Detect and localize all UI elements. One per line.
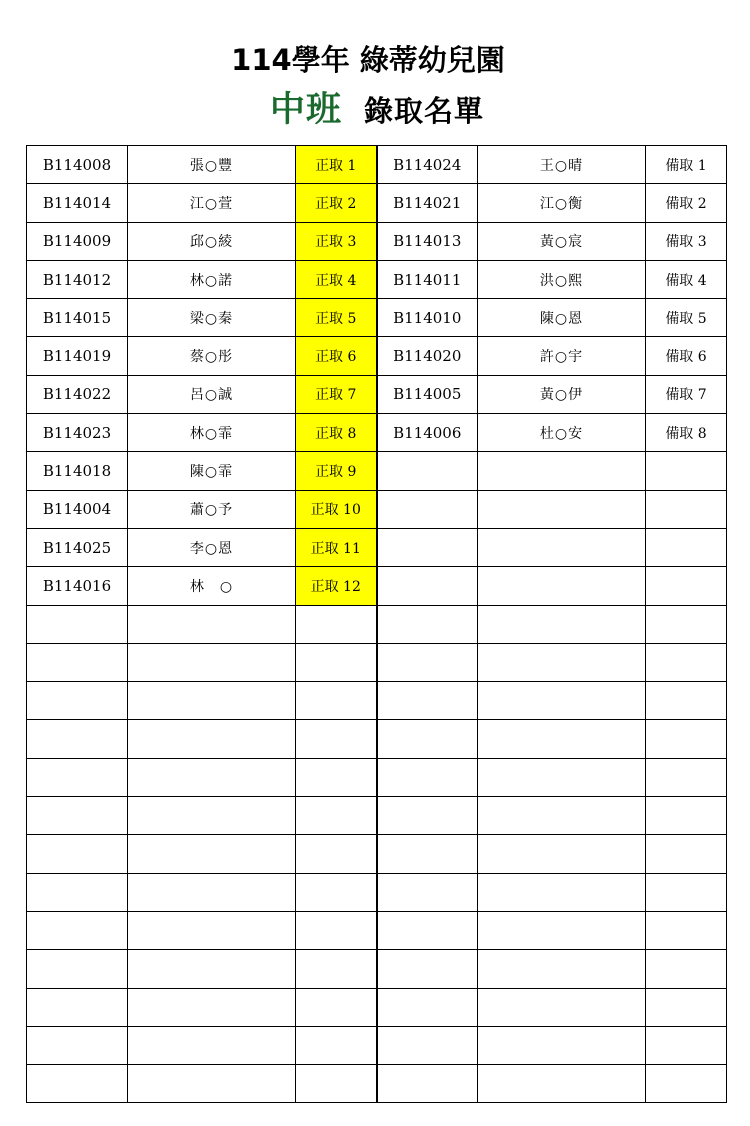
waitlist-name-cell <box>478 490 646 528</box>
admitted-status-cell <box>296 950 377 988</box>
waitlist-status-cell <box>646 1026 727 1064</box>
table-row <box>27 567 727 605</box>
waitlist-status-cell: 備取 3 <box>646 222 727 260</box>
admitted-id-cell <box>27 988 128 1026</box>
waitlist-id-cell <box>377 988 478 1026</box>
admitted-id-cell: B114016 <box>27 567 128 605</box>
admitted-name-cell <box>128 720 296 758</box>
list-title: 錄取名單 <box>364 94 485 128</box>
admitted-status-cell <box>296 605 377 643</box>
admitted-name-cell <box>128 1026 296 1064</box>
admitted-name-cell: 梁○秦 <box>128 299 296 337</box>
waitlist-name-cell: 杜○安 <box>478 414 646 452</box>
waitlist-id-cell <box>377 528 478 566</box>
admitted-name-cell <box>128 911 296 949</box>
table-row <box>27 988 727 1026</box>
waitlist-id-cell <box>377 682 478 720</box>
waitlist-name-cell <box>478 1065 646 1103</box>
table-row <box>27 682 727 720</box>
page-subtitle <box>0 88 750 138</box>
table-row <box>27 1026 727 1064</box>
waitlist-status-cell <box>646 682 727 720</box>
waitlist-id-cell <box>377 567 478 605</box>
admitted-status-cell: 正取 8 <box>296 414 377 452</box>
admitted-name-cell: 邱○綾 <box>128 222 296 260</box>
waitlist-id-cell: B114010 <box>377 299 478 337</box>
table-row <box>27 605 727 643</box>
admitted-status-cell <box>296 720 377 758</box>
admission-table <box>26 145 727 1103</box>
waitlist-name-cell: 黃○宸 <box>478 222 646 260</box>
waitlist-status-cell: 備取 7 <box>646 375 727 413</box>
admitted-id-cell: B114015 <box>27 299 128 337</box>
admitted-id-cell: B114009 <box>27 222 128 260</box>
waitlist-status-cell <box>646 873 727 911</box>
waitlist-name-cell <box>478 720 646 758</box>
waitlist-name-cell: 黃○伊 <box>478 375 646 413</box>
admitted-name-cell: 林○霏 <box>128 414 296 452</box>
admitted-id-cell <box>27 950 128 988</box>
admitted-name-cell <box>128 643 296 681</box>
admitted-id-cell <box>27 682 128 720</box>
admitted-name-cell: 呂○誠 <box>128 375 296 413</box>
admitted-status-cell <box>296 835 377 873</box>
admitted-name-cell: 江○萱 <box>128 184 296 222</box>
admitted-id-cell: B114018 <box>27 452 128 490</box>
waitlist-id-cell <box>377 452 478 490</box>
waitlist-id-cell: B114006 <box>377 414 478 452</box>
waitlist-status-cell: 備取 8 <box>646 414 727 452</box>
admitted-name-cell <box>128 988 296 1026</box>
waitlist-name-cell: 洪○熙 <box>478 260 646 298</box>
waitlist-status-cell <box>646 452 727 490</box>
admitted-name-cell <box>128 797 296 835</box>
waitlist-name-cell: 王○晴 <box>478 146 646 184</box>
waitlist-status-cell: 備取 1 <box>646 146 727 184</box>
class-name: 中班 <box>269 90 342 130</box>
waitlist-status-cell: 備取 4 <box>646 260 727 298</box>
admitted-name-cell: 蔡○彤 <box>128 337 296 375</box>
admitted-id-cell <box>27 797 128 835</box>
table-row <box>27 528 727 566</box>
table-row <box>27 299 727 337</box>
table-row <box>27 452 727 490</box>
waitlist-name-cell <box>478 567 646 605</box>
waitlist-id-cell <box>377 720 478 758</box>
waitlist-name-cell <box>478 911 646 949</box>
admitted-id-cell <box>27 835 128 873</box>
waitlist-status-cell <box>646 911 727 949</box>
waitlist-name-cell: 許○宇 <box>478 337 646 375</box>
table-row <box>27 260 727 298</box>
waitlist-id-cell: B114024 <box>377 146 478 184</box>
waitlist-id-cell <box>377 873 478 911</box>
waitlist-name-cell <box>478 643 646 681</box>
admitted-id-cell: B114019 <box>27 337 128 375</box>
waitlist-status-cell <box>646 528 727 566</box>
table-row <box>27 720 727 758</box>
table-row <box>27 222 727 260</box>
admitted-status-cell: 正取 10 <box>296 490 377 528</box>
admitted-name-cell: 張○豐 <box>128 146 296 184</box>
waitlist-id-cell: B114005 <box>377 375 478 413</box>
waitlist-id-cell <box>377 605 478 643</box>
admitted-id-cell <box>27 758 128 796</box>
admitted-id-cell <box>27 605 128 643</box>
waitlist-status-cell <box>646 1065 727 1103</box>
waitlist-id-cell <box>377 911 478 949</box>
waitlist-status-cell <box>646 490 727 528</box>
table-row <box>27 1065 727 1103</box>
waitlist-name-cell <box>478 605 646 643</box>
waitlist-name-cell <box>478 988 646 1026</box>
admitted-id-cell: B114004 <box>27 490 128 528</box>
waitlist-id-cell <box>377 797 478 835</box>
admitted-name-cell: 陳○霏 <box>128 452 296 490</box>
waitlist-id-cell: B114021 <box>377 184 478 222</box>
waitlist-name-cell <box>478 835 646 873</box>
admitted-id-cell <box>27 911 128 949</box>
admitted-id-cell <box>27 873 128 911</box>
waitlist-status-cell <box>646 720 727 758</box>
admitted-status-cell <box>296 682 377 720</box>
admitted-status-cell <box>296 911 377 949</box>
table-row <box>27 184 727 222</box>
table-row <box>27 414 727 452</box>
waitlist-id-cell <box>377 950 478 988</box>
admitted-status-cell <box>296 1065 377 1103</box>
table-row <box>27 146 727 184</box>
admitted-name-cell <box>128 605 296 643</box>
waitlist-name-cell <box>478 950 646 988</box>
waitlist-status-cell <box>646 835 727 873</box>
waitlist-id-cell: B114020 <box>377 337 478 375</box>
waitlist-id-cell: B114013 <box>377 222 478 260</box>
admitted-id-cell <box>27 1065 128 1103</box>
admission-table-body <box>27 146 727 1103</box>
waitlist-status-cell <box>646 758 727 796</box>
admitted-status-cell: 正取 5 <box>296 299 377 337</box>
admitted-status-cell: 正取 3 <box>296 222 377 260</box>
waitlist-status-cell: 備取 6 <box>646 337 727 375</box>
waitlist-status-cell <box>646 605 727 643</box>
admitted-id-cell: B114012 <box>27 260 128 298</box>
waitlist-name-cell <box>478 1026 646 1064</box>
waitlist-name-cell <box>478 528 646 566</box>
waitlist-id-cell <box>377 758 478 796</box>
admitted-id-cell: B114023 <box>27 414 128 452</box>
admitted-status-cell <box>296 988 377 1026</box>
admitted-id-cell: B114014 <box>27 184 128 222</box>
admitted-status-cell: 正取 6 <box>296 337 377 375</box>
waitlist-status-cell: 備取 5 <box>646 299 727 337</box>
admitted-status-cell: 正取 7 <box>296 375 377 413</box>
waitlist-status-cell <box>646 797 727 835</box>
admitted-id-cell <box>27 643 128 681</box>
admitted-name-cell: 李○恩 <box>128 528 296 566</box>
table-row <box>27 835 727 873</box>
table-row <box>27 337 727 375</box>
admitted-name-cell <box>128 950 296 988</box>
page-title: 114學年 綠蒂幼兒園 <box>231 43 505 77</box>
admitted-status-cell: 正取 4 <box>296 260 377 298</box>
admitted-name-cell <box>128 835 296 873</box>
table-row <box>27 950 727 988</box>
admitted-name-cell: 林○諾 <box>128 260 296 298</box>
waitlist-name-cell <box>478 758 646 796</box>
waitlist-name-cell <box>478 452 646 490</box>
admitted-name-cell: 林 ○ <box>128 567 296 605</box>
admitted-name-cell <box>128 873 296 911</box>
admitted-status-cell: 正取 11 <box>296 528 377 566</box>
waitlist-status-cell: 備取 2 <box>646 184 727 222</box>
admitted-status-cell <box>296 758 377 796</box>
admitted-id-cell <box>27 720 128 758</box>
admitted-status-cell: 正取 1 <box>296 146 377 184</box>
waitlist-name-cell <box>478 873 646 911</box>
admitted-status-cell: 正取 12 <box>296 567 377 605</box>
table-row <box>27 375 727 413</box>
waitlist-name-cell: 江○衡 <box>478 184 646 222</box>
admitted-name-cell <box>128 758 296 796</box>
admitted-id-cell: B114008 <box>27 146 128 184</box>
admitted-status-cell <box>296 797 377 835</box>
waitlist-status-cell <box>646 950 727 988</box>
waitlist-status-cell <box>646 567 727 605</box>
waitlist-id-cell <box>377 1026 478 1064</box>
waitlist-id-cell <box>377 643 478 681</box>
waitlist-id-cell <box>377 1065 478 1103</box>
waitlist-name-cell: 陳○恩 <box>478 299 646 337</box>
table-row <box>27 797 727 835</box>
admitted-status-cell: 正取 2 <box>296 184 377 222</box>
admitted-status-cell <box>296 873 377 911</box>
admitted-status-cell <box>296 643 377 681</box>
waitlist-id-cell: B114011 <box>377 260 478 298</box>
waitlist-id-cell <box>377 835 478 873</box>
table-row <box>27 873 727 911</box>
admitted-name-cell <box>128 682 296 720</box>
waitlist-id-cell <box>377 490 478 528</box>
admitted-name-cell: 蕭○予 <box>128 490 296 528</box>
table-row <box>27 643 727 681</box>
table-row <box>27 490 727 528</box>
admitted-status-cell <box>296 1026 377 1064</box>
admitted-id-cell: B114022 <box>27 375 128 413</box>
admitted-name-cell <box>128 1065 296 1103</box>
waitlist-name-cell <box>478 797 646 835</box>
admitted-id-cell <box>27 1026 128 1064</box>
table-row <box>27 758 727 796</box>
waitlist-name-cell <box>478 682 646 720</box>
admitted-status-cell: 正取 9 <box>296 452 377 490</box>
table-row <box>27 911 727 949</box>
admitted-id-cell: B114025 <box>27 528 128 566</box>
waitlist-status-cell <box>646 988 727 1026</box>
waitlist-status-cell <box>646 643 727 681</box>
